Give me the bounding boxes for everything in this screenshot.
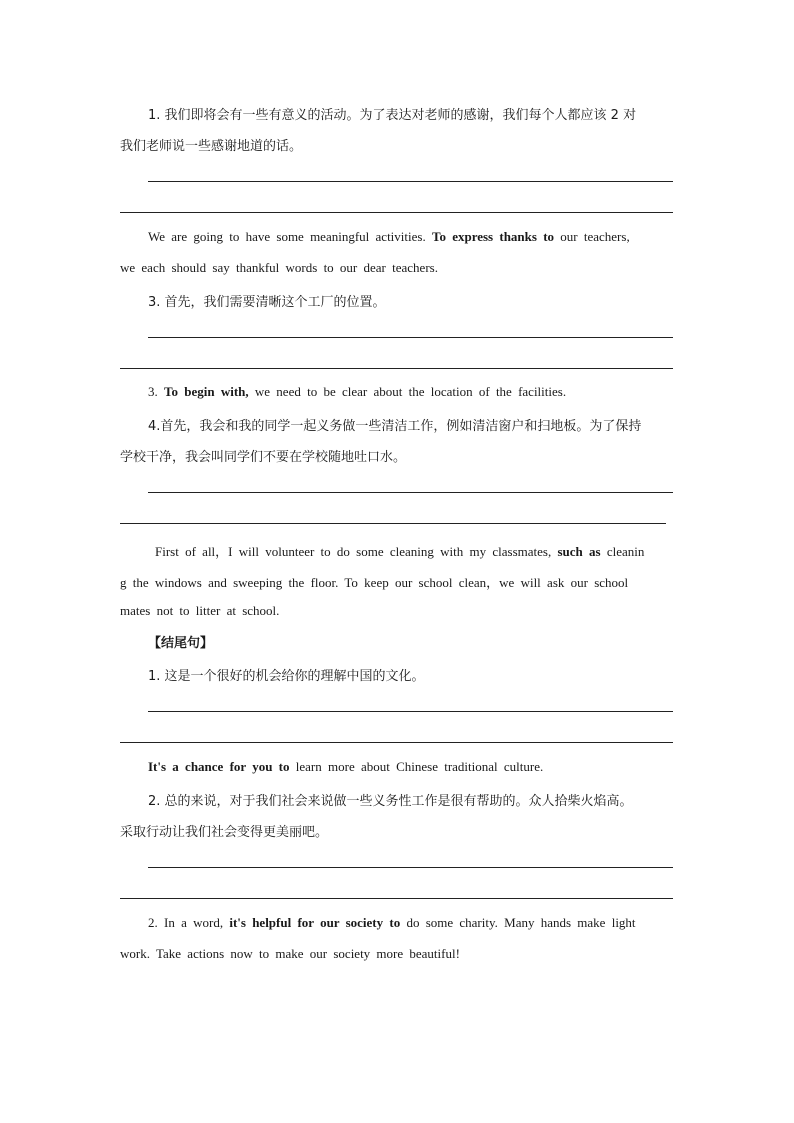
item-3-chinese-line-1: 4.首先，我会和我的同学一起义务做一些清洁工作，例如清洁窗户和扫地板。为了保持: [148, 419, 642, 434]
answer-line: [148, 867, 673, 868]
item-1-chinese-line-2: 我们老师说一些感谢地道的话。: [120, 139, 303, 154]
item-5-english-line-2: work. Take actions now to make our society more beautiful!: [120, 946, 460, 961]
item-3-chinese-line-2: 学校干净，我会叫同学们不要在学校随地吐口水。: [120, 450, 407, 465]
item-5-english-line-1: [148, 915, 636, 931]
item-3-english-line-2: g the windows and sweeping the floor. To keep our school clean，we will ask our school: [120, 575, 629, 590]
item-3-english-line-3: mates not to litter at school.: [120, 603, 280, 618]
english-text: First of all，I will volunteer to do some cleaning with my classmates,: [155, 544, 552, 559]
english-text: we need to be clear about the location of the facilities.: [254, 384, 567, 399]
item-4-english: [148, 759, 543, 775]
item-1-english-line-2: we each should say thankful words to our dear teachers.: [120, 260, 438, 275]
item-5-chinese-line-1: 2. 总的来说，对于我们社会来说做一些义务性工作是很有帮助的。众人拾柴火焰高。: [148, 794, 633, 809]
answer-line: [148, 181, 673, 182]
item-2-chinese: 3. 首先，我们需要清晰这个工厂的位置。: [148, 295, 386, 310]
answer-line: [120, 898, 673, 899]
answer-line: [148, 492, 673, 493]
answer-line: [148, 711, 673, 712]
english-text: 3.: [148, 384, 158, 399]
english-text: do some charity. Many hands make light: [406, 915, 636, 930]
english-text: We are going to have some meaningful activities.: [148, 229, 426, 244]
key-phrase: It's a chance for you to: [148, 759, 290, 774]
key-phrase: To express thanks to: [431, 229, 555, 244]
key-phrase: To begin with,: [164, 384, 249, 399]
item-4-chinese: 1. 这是一个很好的机会给你的理解中国的文化。: [148, 669, 425, 684]
key-phrase: it's helpful for our society to: [229, 915, 401, 930]
section-heading: 【结尾句】: [148, 636, 214, 651]
item-1-english-line-1: [148, 229, 630, 245]
key-phrase: such as: [557, 544, 601, 559]
answer-line: [148, 337, 673, 338]
item-3-english-line-1: [155, 541, 644, 560]
english-text: cleanin: [606, 544, 645, 559]
item-2-english: [148, 384, 566, 400]
english-text: learn more about Chinese traditional culture.: [295, 759, 544, 774]
answer-line: [120, 742, 673, 743]
item-5-chinese-line-2: 采取行动让我们社会变得更美丽吧。: [120, 825, 329, 840]
english-text: our teachers,: [560, 229, 630, 244]
answer-line: [120, 212, 673, 213]
item-1-chinese-line-1: 1. 我们即将会有一些有意义的活动。为了表达对老师的感谢，我们每个人都应该 2 对: [148, 108, 637, 123]
english-text: 2. In a word,: [148, 915, 224, 930]
answer-line: [120, 368, 673, 369]
answer-line: [120, 523, 666, 524]
